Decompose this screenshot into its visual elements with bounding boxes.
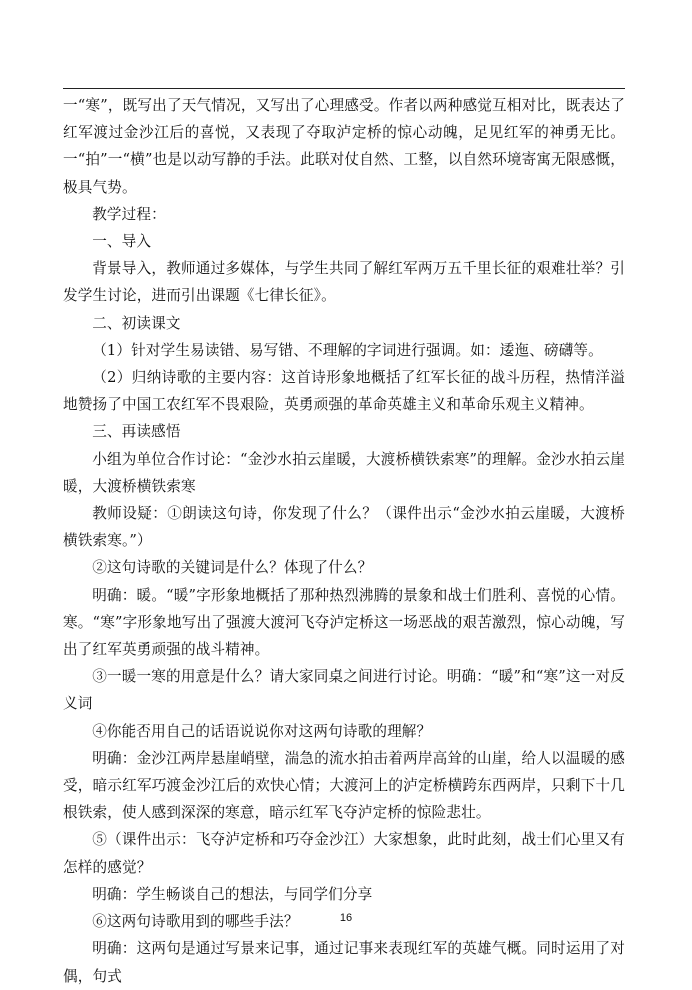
paragraph-answer-2: 明确：暖。“暖”字形象地概括了那种热烈沸腾的景象和战士们胜利、喜悦的心情。寒。“寒”字形象地写出了强渡大渡河飞夺泸定桥这一场恶战的艰苦激烈，惊心动魄，写出了红军英勇顽强的战斗精神。 — [63, 586, 625, 659]
paragraph-question-3: ③一暖一寒的用意是什么？请大家同桌之间进行讨论。明确：“暖”和“寒”这一对反义词 — [63, 668, 625, 713]
heading-reread: 三、再读感悟 — [92, 423, 181, 441]
page-number: 16 — [339, 912, 353, 924]
paragraph-answer-5: 明确：学生畅谈自己的想法，与同学们分享 — [92, 885, 373, 903]
heading-first-reading: 二、初读课文 — [92, 314, 181, 332]
paragraph-question-2: ②这句诗歌的关键词是什么？体现了什么？ — [92, 559, 373, 577]
paragraph-background: 背景导入，教师通过多媒体，与学生共同了解红军两万五千里长征的艰难壮举？引发学生讨论，进而引出课题《七律长征》。 — [63, 260, 625, 305]
paragraph-vocab: （1）针对学生易读错、易写错、不理解的字词进行强调。如：逶迤、磅礴等。 — [92, 341, 603, 359]
paragraph-answer-6: 明确：这两句是通过写景来记事，通过记事来表现红军的英雄气概。同时运用了对偶，句式 — [63, 940, 625, 985]
paragraph-teaching-process: 教学过程： — [92, 205, 166, 223]
header-rule — [63, 88, 625, 89]
paragraph-group-discussion: 小组为单位合作讨论：“金沙水拍云崖暖，大渡桥横铁索寒”的理解。金沙水拍云崖暖，大渡桥横铁索寒 — [63, 450, 625, 495]
paragraph-question-1: 教师设疑：①朗读这句诗，你发现了什么？（课件出示“金沙水拍云崖暖，大渡桥横铁索寒。”） — [63, 505, 625, 550]
paragraph-summary: （2）归纳诗歌的主要内容：这首诗形象地概括了红军长征的战斗历程，热情洋溢地赞扬了中国工农红军不畏艰险，英勇顽强的革命英雄主义和革命乐观主义精神。 — [63, 369, 625, 414]
heading-lead-in: 一、导入 — [92, 233, 152, 251]
paragraph-question-4: ④你能否用自己的话语说说你对这两句诗歌的理解？ — [92, 722, 432, 740]
paragraph-intro-continuation: 一“寒”，既写出了天气情况，又写出了心理感受。作者以两种感觉互相对比，既表达了红军渡过金沙江后的喜悦，又表现了夺取泸定桥的惊心动魄，足见红军的神勇无比。一“拍”一“横”也是以动写静的手法。此联对仗自然、工整，以自然环境寄寓无限感慨，极具气势。 — [63, 97, 625, 196]
paragraph-question-5: ⑤（课件出示：飞夺泸定桥和巧夺金沙江）大家想象，此时此刻，战士们心里又有怎样的感觉？ — [63, 831, 625, 876]
paragraph-question-6: ⑥这两句诗歌用到的哪些手法？ — [92, 913, 299, 931]
paragraph-answer-4: 明确：金沙江两岸悬崖峭壁，湍急的流水拍击着两岸高耸的山崖，给人以温暖的感受，暗示红军巧渡金沙江后的欢快心情；大渡河上的泸定桥横跨东西两岸，只剩下十几根铁索，使人感到深深的寒意，暗示红军飞夺泸定桥的惊险悲壮。 — [63, 749, 625, 822]
page-body — [63, 92, 625, 990]
